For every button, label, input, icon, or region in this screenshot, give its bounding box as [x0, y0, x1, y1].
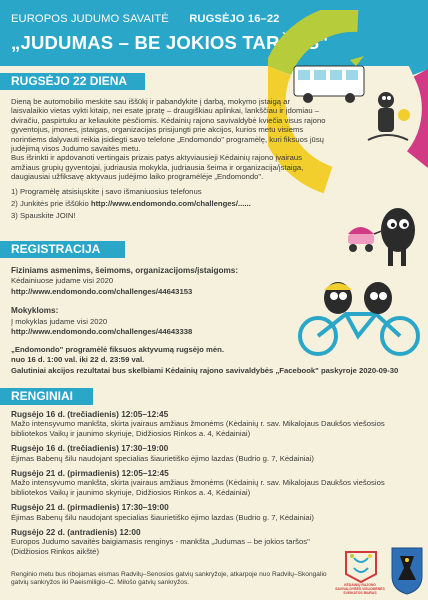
event-title: Rugsėjo 21 d. (pirmadienis) 17:30–19:00 — [11, 502, 169, 513]
event-title: Rugsėjo 21 d. (pirmadienis) 12:05–12:45 — [11, 468, 169, 479]
reg-note-1: „Endomondo" programėlė fiksuos aktyvumą rugsėjo mėn. — [11, 345, 224, 355]
event-title: Rugsėjo 16 d. (trečiadienis) 12:05–12:45 — [11, 409, 169, 419]
sept22-paragraph-2: Bus išrinkti ir apdovanoti vertingais prizais patys aktyviausieji Kėdainių rajono įvairaus amžiaus grupių gyventojai, judriausia mokykla, judriausia šeima ir organizacija/įstaiga, daugiausiai užfiksavę aktyvaus judėjimo laiko programėlėje „Endomondo". — [11, 153, 304, 182]
header-title: „JUDUMAS – BE JOKIOS TARŠOS" — [11, 32, 329, 53]
header-dates: RUGSĖJO 16–22 — [189, 13, 280, 25]
event-description: Europos Judumo savaitės baigiamasis renginys - mankšta „Judumas – be jokios taršos" (Didžiosios Rinkos aikštė) — [11, 537, 310, 556]
reg-group1-subtitle: Kėdainiuose judame visi 2020 — [11, 276, 114, 286]
step-2 — [11, 199, 327, 208]
event-item — [11, 469, 421, 497]
section-header-registracija: REGISTRACIJA — [0, 241, 125, 258]
tandem-bike-illustration — [296, 278, 426, 358]
reg-group2-link[interactable]: http://www.endomondo.com/challenges/44643338 — [11, 327, 193, 337]
step-3: 3) Spauskite JOIN! — [11, 211, 76, 221]
event-item — [11, 503, 421, 522]
events-list — [11, 410, 421, 556]
step-2-text: 2) Junkitės prie iššūkio — [11, 199, 91, 209]
event-item — [11, 528, 311, 556]
event-item — [11, 410, 421, 438]
sept22-paragraph-1: Dieną be automobilio meskite sau iššūkį ir pabandykite į darbą, mokymo įstaigą ar laisvalaikio vietas vykti kitaip, nei esate įpratę – draugiškiau aplinkai, lankščiau ir įdomiau – dviračiu, paspirtuku ar keliaukite pėsčiomis. Kėdainių rajono savivaldybė kviečia visus rajono gyventojus, įmones, įstaigas, organizacijas prisijungti prie akcijos, kurios metu visiems norintiems dalyvauti reikia įsidiegti savo telefone „Endomondo" programėlę, kuri fiksuos jūsų judėjimą visos Judumo savaitės metu. — [11, 97, 326, 154]
step-1: 1) Programėlę atsisiųskite į savo išmaniuosius telefonus — [11, 186, 202, 196]
event-title: Rugsėjo 22 d. (antradienis) 12:00 — [11, 527, 141, 538]
stroller-character-illustration — [338, 200, 428, 270]
header-subtitle — [11, 13, 279, 25]
kedainiai-coat-of-arms-logo — [390, 546, 424, 596]
header-event-name: EUROPOS JUDUMO SAVAITĖ — [11, 13, 169, 25]
event-title: Rugsėjo 16 d. (trečiadienis) 17:30–19:00 — [11, 443, 169, 454]
reg-note-3: Galutiniai akcijos rezultatai bus skelbiami Kėdainių rajono savivaldybės „Facebook" paskyroje 2020-09-30 — [11, 366, 399, 376]
registracija-body — [11, 266, 399, 376]
event-description: Mažo intensyvumo mankšta, skirta įvairaus amžiaus žmonėms (Kėdainių r. sav. Mikalojaus Daukšos viešosios bibliotekos Vaikų ir jaunimo skyriuje, Didžiosios Rinkos a. 4, Kėdainiai) — [11, 419, 385, 438]
footer-note: Renginio metu bus ribojamas eismas Radvilų–Senosios gatvių sankryžoje, atkarpoje nuo Radvilų–Skongalio gatvių sankryžos iki Paeismiligio–C. Miłošo gatvių sankryžos. — [11, 571, 327, 586]
event-description: Ėjimas Babenų šilu naudojant specialias šiaurietiško ėjimo lazdas (Budrio g. 7, Kėdainiai) — [11, 512, 314, 522]
reg-group2-subtitle: Į mokyklas judame visi 2020 — [11, 316, 108, 326]
event-description: Ėjimas Babenų šilu naudojant specialias šiaurietiško ėjimo lazdas (Budrio g. 7, Kėdainiai) — [11, 453, 314, 463]
sept22-body — [11, 97, 327, 221]
reg-group2-title: Mokykloms: — [11, 306, 59, 316]
section-header-renginiai: RENGINIAI — [0, 388, 93, 405]
reg-group1-title: Fiziniams asmenims, šeimoms, organizacijoms/įstaigoms: — [11, 266, 239, 275]
event-item — [11, 444, 421, 463]
step-2-link[interactable]: http://www.endomondo.com/challenges/...... — [90, 199, 251, 209]
event-description: Mažo intensyvumo mankšta, skirta įvairaus amžiaus žmonėms (Kėdainių r. sav. Mikalojaus Daukšos viešosios bibliotekos Vaikų ir jaunimo skyriuje, Didžiosios Rinkos a. 4, Kėdainiai) — [11, 478, 385, 497]
health-bureau-logo-text: KĖDAINIŲ RAJONO SAVIVALDYBĖS VISUOMENĖS SVEIKATOS BIURAS — [335, 583, 385, 595]
reg-group1-link[interactable]: http://www.endomondo.com/challenges/44643153 — [11, 286, 193, 296]
section-header-sept22: RUGSĖJO 22 DIENA — [0, 73, 145, 90]
reg-note-2: nuo 16 d. 1:00 val. iki 22 d. 23:59 val. — [11, 354, 145, 364]
